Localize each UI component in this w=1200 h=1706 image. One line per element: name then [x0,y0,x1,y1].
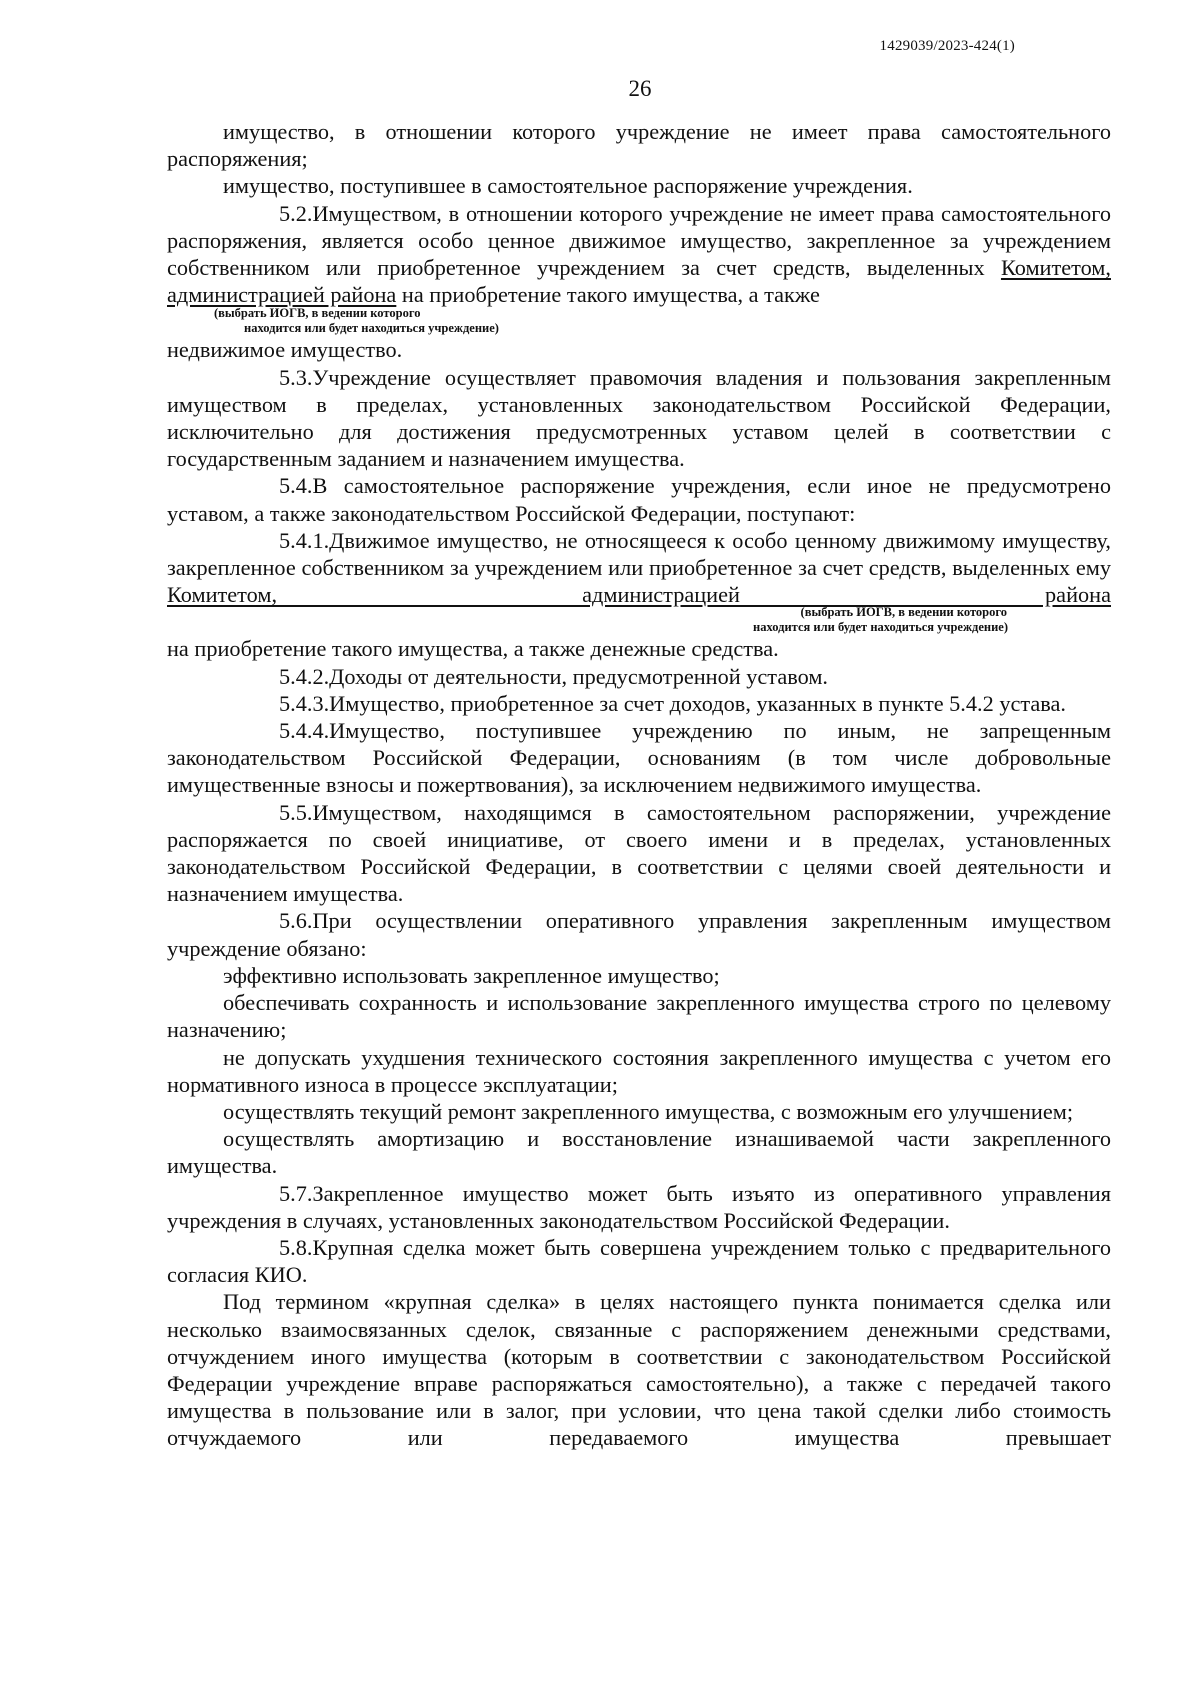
paragraph-5-6 [167,907,1111,961]
paragraph-5-4-2 [167,663,1111,690]
clause-text: Крупная сделка может быть совершена учреждением только с предварительного согласия КИО. [167,1234,1111,1288]
clause-text: Закрепленное имущество может быть изъято из оперативного управления учреждения в случаях, установленных законодательством Российской Федерации. [167,1180,1111,1233]
clause-text: Доходы от деятельности, предусмотренной уставом. [329,663,828,689]
clause-text: Учреждение осуществляет правомочия владения и пользования закрепленным имуществом в пределах, установленных законодательством Российской Федерации, исключительно для достижения предусмотренных уставом целей в соответствии с государственным заданием и назначением имущества. [167,364,1111,472]
clause-number: 5.4.2. [279,663,330,689]
clause-number: 5.4.4. [279,718,330,744]
clause-number: 5.7. [279,1180,313,1206]
footnote-hint: находится или будет находиться учреждение) [753,620,1008,635]
authority-placeholder: Комитетом, администрацией района [167,255,1111,308]
clause-text: Имущество, поступившее учреждению по иным, не запрещенным законодательством Российской Федерации, основаниям (в том числе добровольные имущественные взносы и пожертвования), за исключением недвижимого имущества. [167,718,1111,798]
clause-text: При осуществлении оперативного управления закрепленным имуществом учреждение обязано: [167,908,1111,961]
authority-placeholder: Комитетом, администрацией района [167,582,1111,608]
document-body [167,118,1111,1452]
paragraph: эффективно использовать закрепленное имущество; [223,962,720,988]
clause-number: 5.8. [279,1234,313,1260]
clause-text: В самостоятельное распоряжение учреждения, если иное не предусмотрено уставом, а также законодательством Российской Федерации, поступают: [167,473,1111,526]
clause-number: 5.6. [279,908,313,934]
paragraph: недвижимое имущество. [167,337,403,363]
paragraph: осуществлять текущий ремонт закрепленного имущества, с возможным его улучшением; [223,1098,1074,1124]
clause-text-tail: на приобретение такого имущества, а также [401,282,820,308]
paragraph: осуществлять амортизацию и восстановление изнашиваемой части закрепленного имущества. [167,1126,1111,1179]
page-number: 26 [628,76,652,101]
paragraph: на приобретение такого имущества, а также денежные средства. [167,636,779,662]
paragraph-5-4 [167,472,1111,526]
clause-number: 5.3. [279,364,313,390]
clause-number: 5.5. [279,799,313,825]
paragraph-5-3 [167,364,1111,473]
paragraph-5-2 [167,200,1111,309]
clause-number: 5.4.3. [279,690,330,716]
paragraph-5-4-3 [167,690,1111,717]
paragraph-5-4-4 [167,717,1111,799]
paragraph: Под термином «крупная сделка» в целях настоящего пункта понимается сделка или несколько взаимосвязанных сделок, связанные с распоряжением денежными средствами, отчуждением иного имущества (которым в соответствии с законодательством Российской Федерации учреждение вправе распоряжаться самостоятельно), а также с передачей такого имущества в пользование или в залог, при условии, что цена такой сделки либо стоимость отчуждаемого или передаваемого имущества превышает [167,1289,1111,1451]
paragraph-5-4-1 [167,527,1111,609]
paragraph-5-7 [167,1180,1111,1234]
paragraph-5-8 [167,1234,1111,1288]
paragraph: не допускать ухудшения технического состояния закрепленного имущества с учетом его нормативного износа в процессе эксплуатации; [167,1044,1111,1097]
clause-text: Движимое имущество, не относящееся к особо ценному движимому имуществу, закрепленное собственником за учреждением или приобретенное за счет средств, выделенных ему [167,527,1111,581]
paragraph-5-5 [167,799,1111,908]
clause-number: 5.4.1. [279,527,330,553]
clause-text: Имуществом, находящимся в самостоятельном распоряжении, учреждение распоряжается по своей инициативе, от своего имени и в пределах, установленных законодательством Российской Федерации, в соответствии с целями своей деятельности и назначением имущества. [167,799,1111,907]
clause-number: 5.4. [279,473,313,499]
clause-text: Имуществом, в отношении которого учреждение не имеет права самостоятельного распоряжения, является особо ценное движимое имущество, закрепленное за учреждением собственником или приобретенное учреждением за счет средств, выделенных [167,200,1111,281]
paragraph: обеспечивать сохранность и использование закрепленного имущества строго по целевому назначению; [167,990,1111,1043]
clause-number: 5.2. [279,200,313,226]
footnote-hint: находится или будет находиться учреждение) [244,321,499,336]
paragraph: имущество, поступившее в самостоятельное распоряжение учреждения. [223,173,913,199]
footnote-hint: (выбрать ИОГВ, в ведении которого [800,605,1007,620]
footnote-hint: (выбрать ИОГВ, в ведении которого [214,306,421,321]
clause-text: Имущество, приобретенное за счет доходов, указанных в пункте 5.4.2 устава. [329,690,1066,716]
document-number: 1429039/2023-424(1) [879,38,1015,54]
paragraph: имущество, в отношении которого учреждение не имеет права самостоятельного распоряжения; [167,119,1111,172]
